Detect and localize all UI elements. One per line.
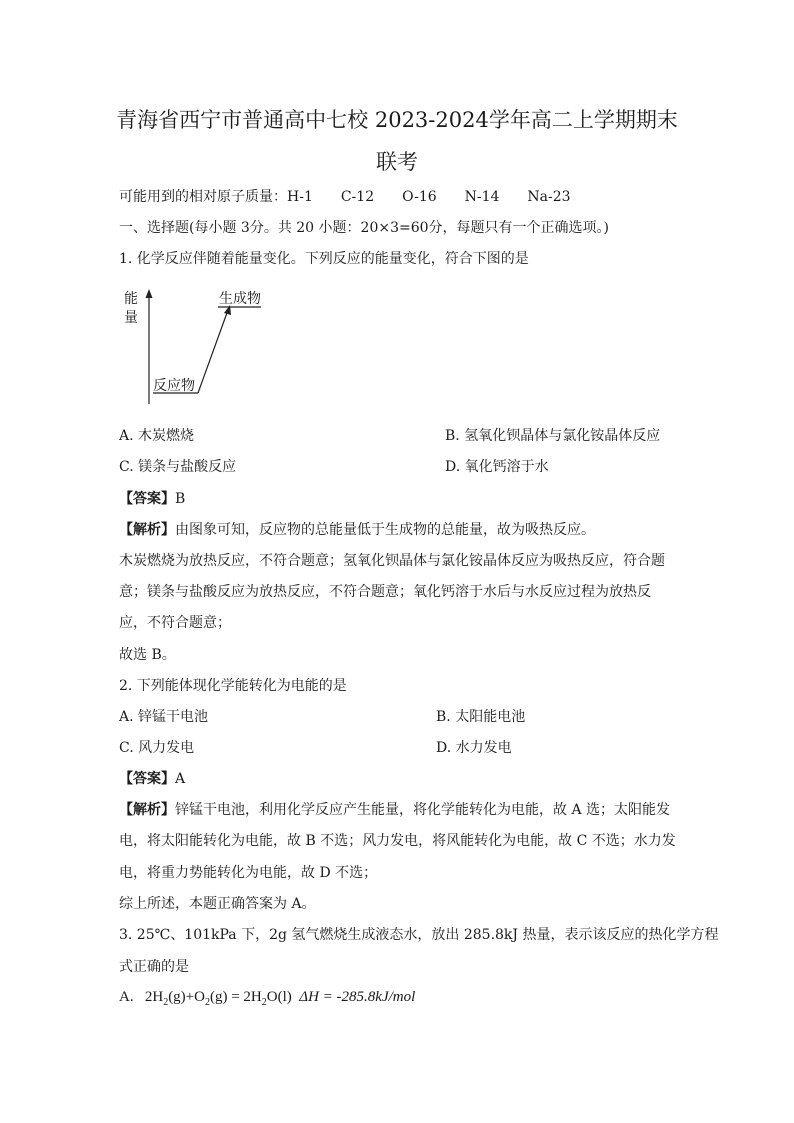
page-title-line1: 青海省西宁市普通高中七校 2023-2024学年高二上学期期末 xyxy=(116,108,678,132)
q1-option-b: B. 氢氧化钡晶体与氯化铵晶体反应 xyxy=(445,428,661,444)
q3-eq-part3: O(l) xyxy=(266,989,292,1005)
q1-answer-label: 【答案】 xyxy=(119,491,175,507)
q2-answer xyxy=(119,768,185,788)
q2-analysis-text-1: 锌锰干电池，利用化学反应产生能量，将化学能转化为电能，故 A 选；太阳能发 xyxy=(175,802,671,818)
q3-stem-2: 式正确的是 xyxy=(119,959,189,975)
q3-eq-sub1: 2 xyxy=(163,997,169,1008)
q2-option-b: B. 太阳能电池 xyxy=(436,709,526,725)
reaction-path xyxy=(198,310,228,393)
q3-eq-h2: 2H xyxy=(144,989,164,1005)
page-title-line2: 联考 xyxy=(376,150,418,174)
q2-analysis-3: 电，将重力势能转化为电能，故 D 不选； xyxy=(119,865,378,881)
product-label: 生成物 xyxy=(219,291,261,307)
y-label-2: 量 xyxy=(124,310,138,326)
q1-analysis-2: 木炭燃烧为放热反应，不符合题意；氢氧化钡晶体与氯化铵晶体反应为吸热反应，符合题 xyxy=(119,553,665,569)
q2-option-d: D. 水力发电 xyxy=(436,740,512,756)
q1-stem: 1. 化学反应伴随着能量变化。下列反应的能量变化，符合下图的是 xyxy=(119,251,529,267)
q2-option-c: C. 风力发电 xyxy=(119,740,195,756)
q2-option-a: A. 锌锰干电池 xyxy=(119,709,209,725)
q2-analysis-2: 电，将太阳能转化为电能，故 B 不选；风力发电，将风能转化为电能，故 C 不选；水力发 xyxy=(119,833,676,849)
energy-diagram xyxy=(120,286,290,416)
q1-answer-value: B xyxy=(175,491,186,507)
q2-stem: 2. 下列能体现化学能转化为电能的是 xyxy=(119,678,347,694)
q3-eq-part1: (g)+O xyxy=(168,989,205,1005)
q2-answer-value: A xyxy=(175,771,186,787)
reactant-label: 反应物 xyxy=(153,378,195,394)
q1-option-a: A. 木炭燃烧 xyxy=(119,428,195,444)
q2-analysis-4: 综上所述，本题正确答案为 A。 xyxy=(119,896,316,912)
energy-axis-arrow-icon xyxy=(146,289,153,298)
section-heading: 一、选择题(每小题 3分。共 20 小题：20×3=60分，每题只有一个正确选项。) xyxy=(119,220,609,236)
q2-answer-label: 【答案】 xyxy=(119,771,175,787)
q1-analysis-text-1: 由图象可知，反应物的总能量低于生成物的总能量，故为吸热反应。 xyxy=(175,522,595,538)
q2-analysis-1 xyxy=(119,799,670,819)
q1-analysis-1 xyxy=(119,519,595,539)
q3-eq-sub2: 2 xyxy=(204,997,210,1008)
y-label-1: 能 xyxy=(124,291,138,307)
q3-eq-delta-h: ΔH = -285.8kJ/mol xyxy=(299,989,416,1005)
q1-option-c: C. 镁条与盐酸反应 xyxy=(119,459,237,475)
q3-option-a-label: A. xyxy=(119,989,134,1005)
q1-analysis-4: 应，不符合题意； xyxy=(119,615,231,631)
q1-option-d: D. 氧化钙溶于水 xyxy=(445,459,549,475)
q3-eq-part2: (g) = 2H xyxy=(209,989,262,1005)
q1-analysis-label: 【解析】 xyxy=(119,522,175,538)
atomic-mass-note: 可能用到的相对原子质量：H-1 C-12 O-16 N-14 Na-23 xyxy=(119,189,571,205)
q3-eq-sub3: 2 xyxy=(261,997,267,1008)
q2-analysis-label: 【解析】 xyxy=(119,802,175,818)
q3-stem-1: 3. 25℃、101kPa 下，2g 氢气燃烧生成液态水，放出 285.8kJ 热量，表示该反应的热化学方程 xyxy=(119,927,719,943)
energy-diagram-svg xyxy=(120,286,290,416)
q3-option-a xyxy=(119,989,415,1008)
q1-analysis-5: 故选 B。 xyxy=(119,647,176,663)
q1-analysis-3: 意；镁条与盐酸反应为放热反应，不符合题意；氧化钙溶于水后与水反应过程为放热反 xyxy=(119,584,651,600)
q1-answer xyxy=(119,488,185,508)
